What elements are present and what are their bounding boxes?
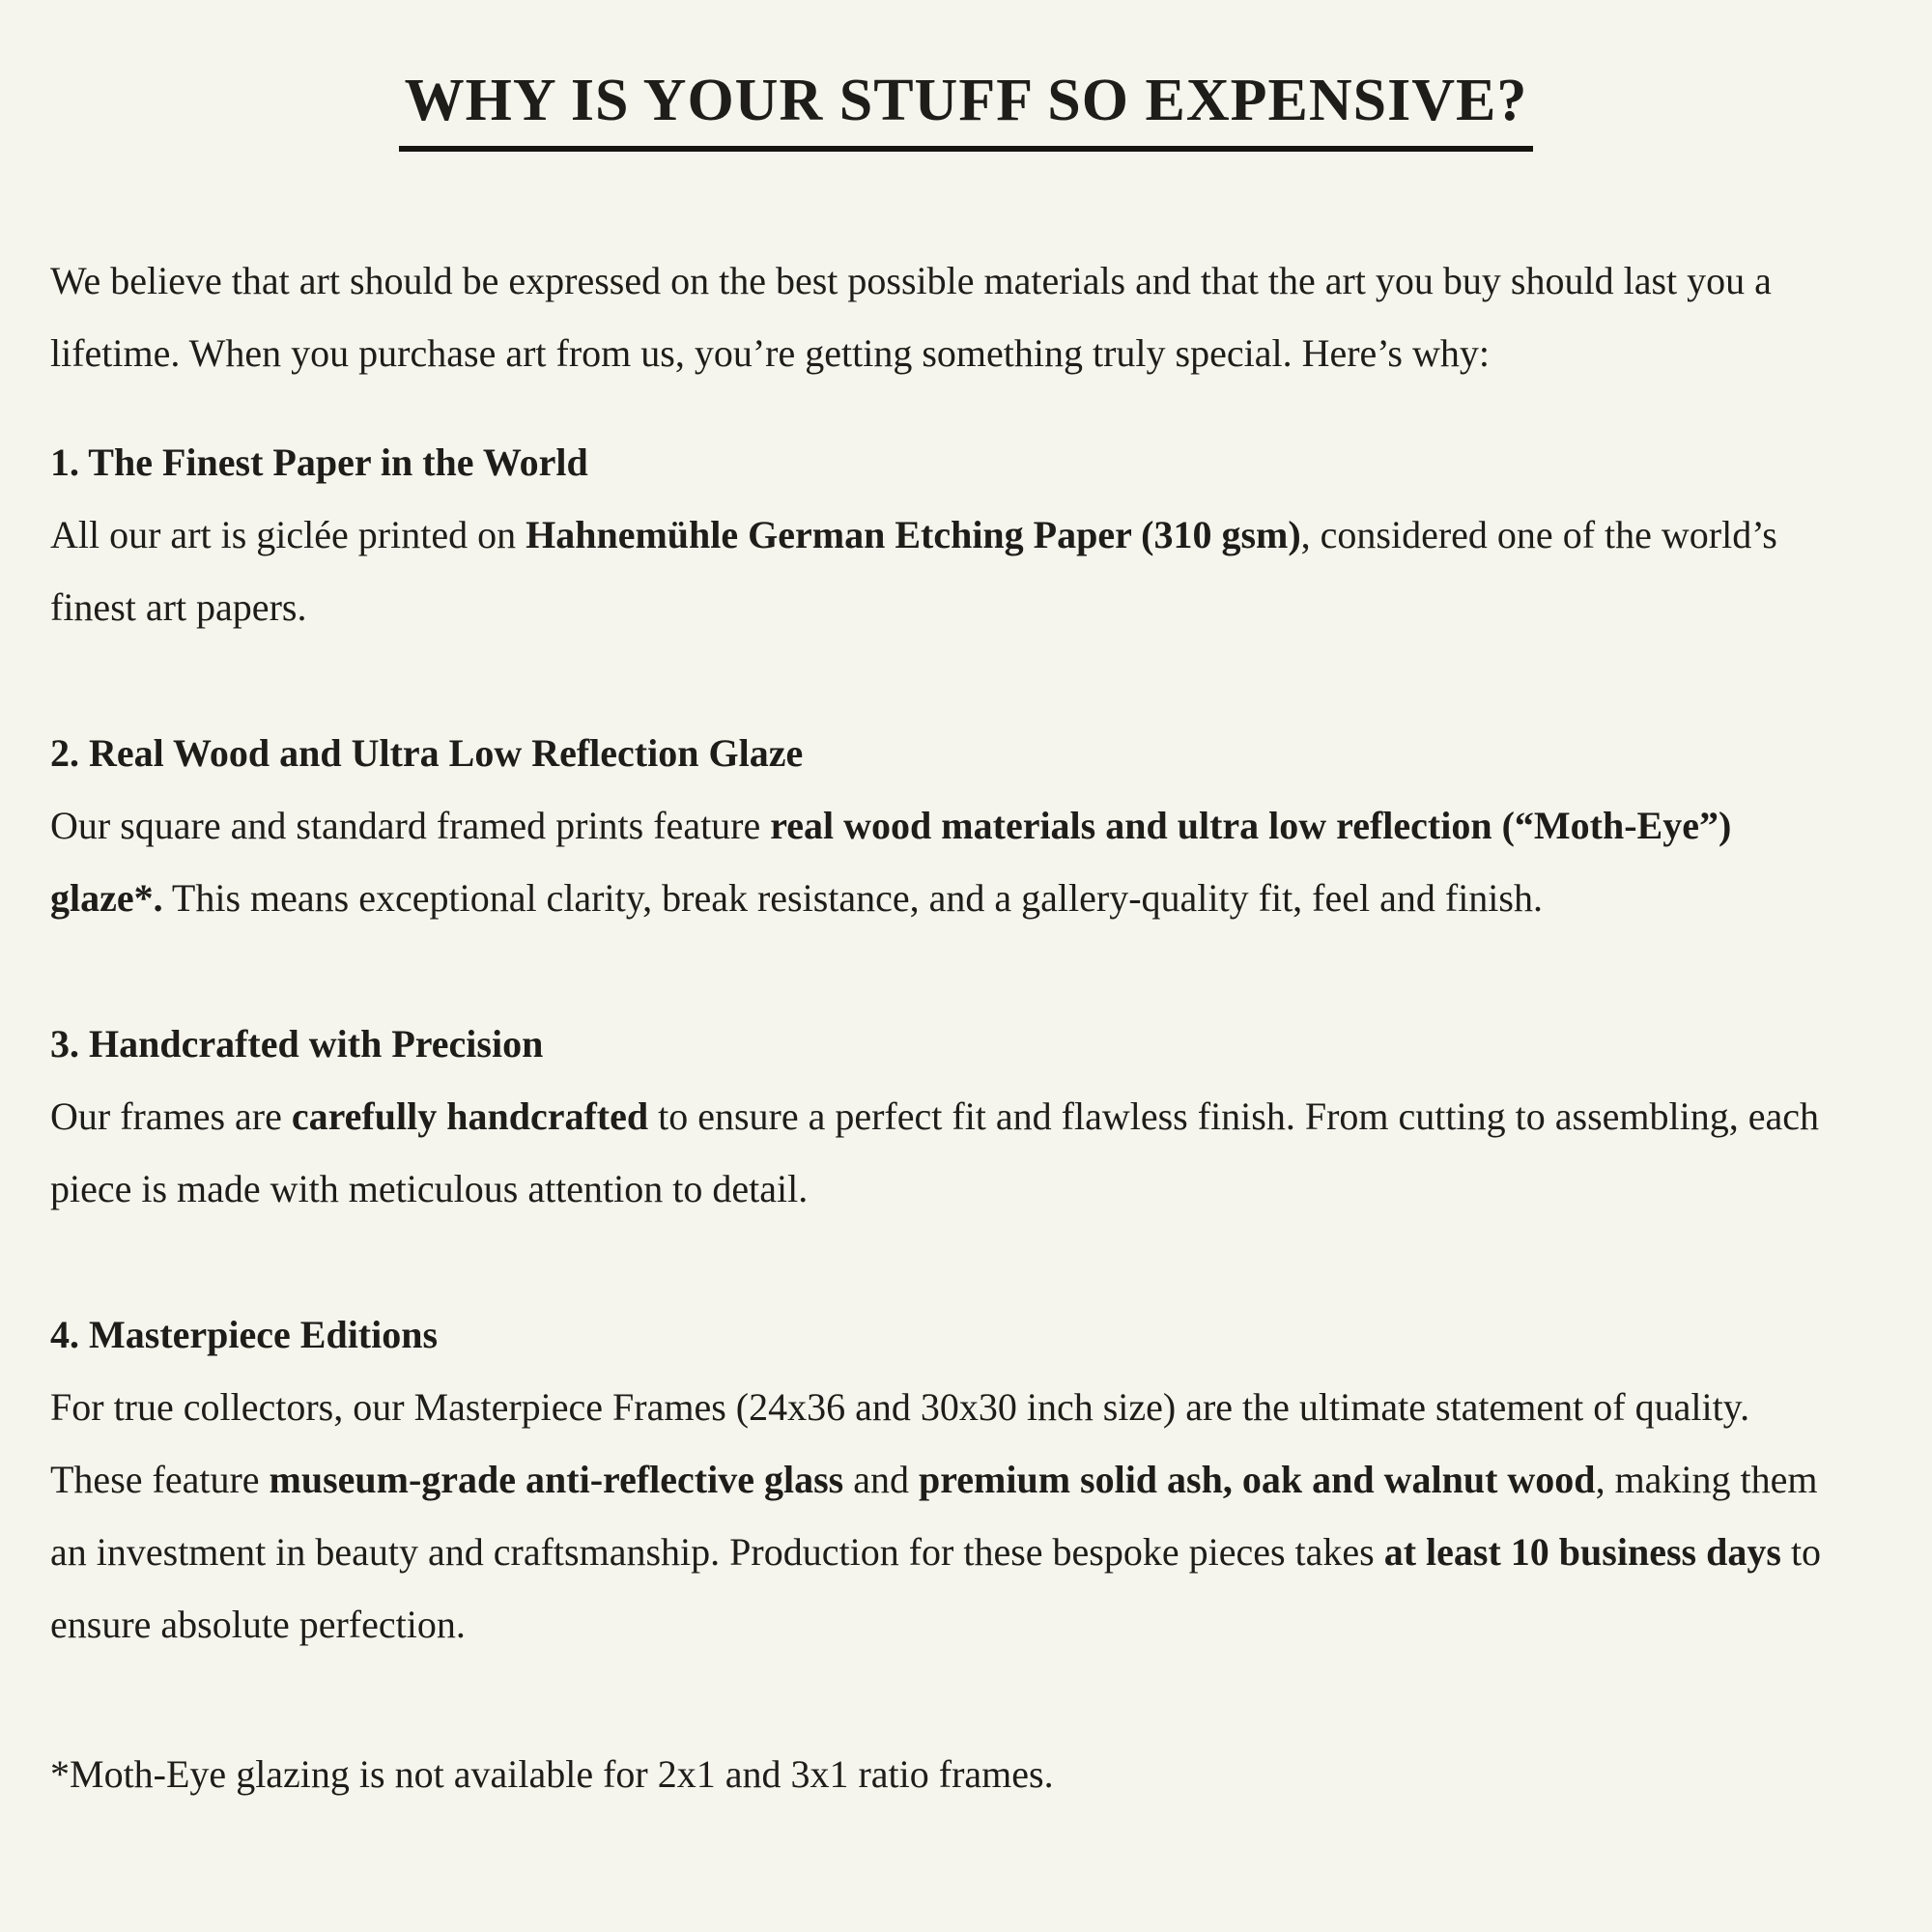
bold-text-run: at least 10 business days	[1383, 1529, 1781, 1574]
text-run: Our frames are	[50, 1094, 292, 1138]
text-run: Our square and standard framed prints feature	[50, 803, 771, 847]
text-run: to ensure a perfect fit and flawless finish. From cutting to assembling, each piece is made with meticulous attention to detail.	[50, 1094, 1819, 1210]
page-title	[50, 62, 1882, 152]
text-run: and	[843, 1457, 919, 1501]
bold-text-run: carefully handcrafted	[291, 1094, 649, 1138]
intro-paragraph: We believe that art should be expressed on the best possible materials and that the art you buy should last you a lifetime. When you purchase art from us, you’re getting something truly special. Here’s why:	[50, 258, 1772, 375]
text-run: , making them an investment in beauty and craftsmanship. Production for these bespoke pieces takes	[50, 1457, 1818, 1574]
sections-container	[50, 426, 1843, 1661]
section-3	[50, 1008, 1843, 1225]
section-4	[50, 1298, 1843, 1661]
text-run: , considered one of the world’s finest art papers.	[50, 512, 1777, 629]
bold-text-run: real wood materials and ultra low reflection (“Moth-Eye”) glaze*.	[50, 803, 1732, 920]
bold-text-run: premium solid ash, oak and walnut wood	[918, 1457, 1596, 1501]
page-title-text: WHY IS YOUR STUFF SO EXPENSIVE?	[399, 62, 1534, 152]
footnote: *Moth-Eye glazing is not available for 2x1 and 3x1 ratio frames.	[50, 1751, 1054, 1796]
bold-text-run: Hahnemühle German Etching Paper (310 gsm)	[526, 512, 1301, 556]
section-heading: 1. The Finest Paper in the World	[50, 440, 588, 484]
section-body	[50, 789, 1843, 934]
section-body	[50, 498, 1843, 643]
section-1	[50, 426, 1843, 643]
bold-text-run: museum-grade anti-reflective glass	[269, 1457, 844, 1501]
section-2	[50, 717, 1843, 934]
text-run: This means exceptional clarity, break resistance, and a gallery-quality fit, feel and finish.	[162, 875, 1543, 920]
section-heading: 3. Handcrafted with Precision	[50, 1021, 544, 1065]
section-body	[50, 1080, 1843, 1225]
section-heading: 2. Real Wood and Ultra Low Reflection Glaze	[50, 730, 804, 775]
text-run: to ensure absolute perfection.	[50, 1529, 1822, 1646]
text-run: For true collectors, our Masterpiece Frames (24x36 and 30x30 inch size) are the ultimate statement of quality. These feature	[50, 1384, 1750, 1501]
section-heading: 4. Masterpiece Editions	[50, 1312, 439, 1356]
page-content	[50, 244, 1843, 1810]
text-run: All our art is giclée printed on	[50, 512, 526, 556]
section-body	[50, 1371, 1843, 1661]
